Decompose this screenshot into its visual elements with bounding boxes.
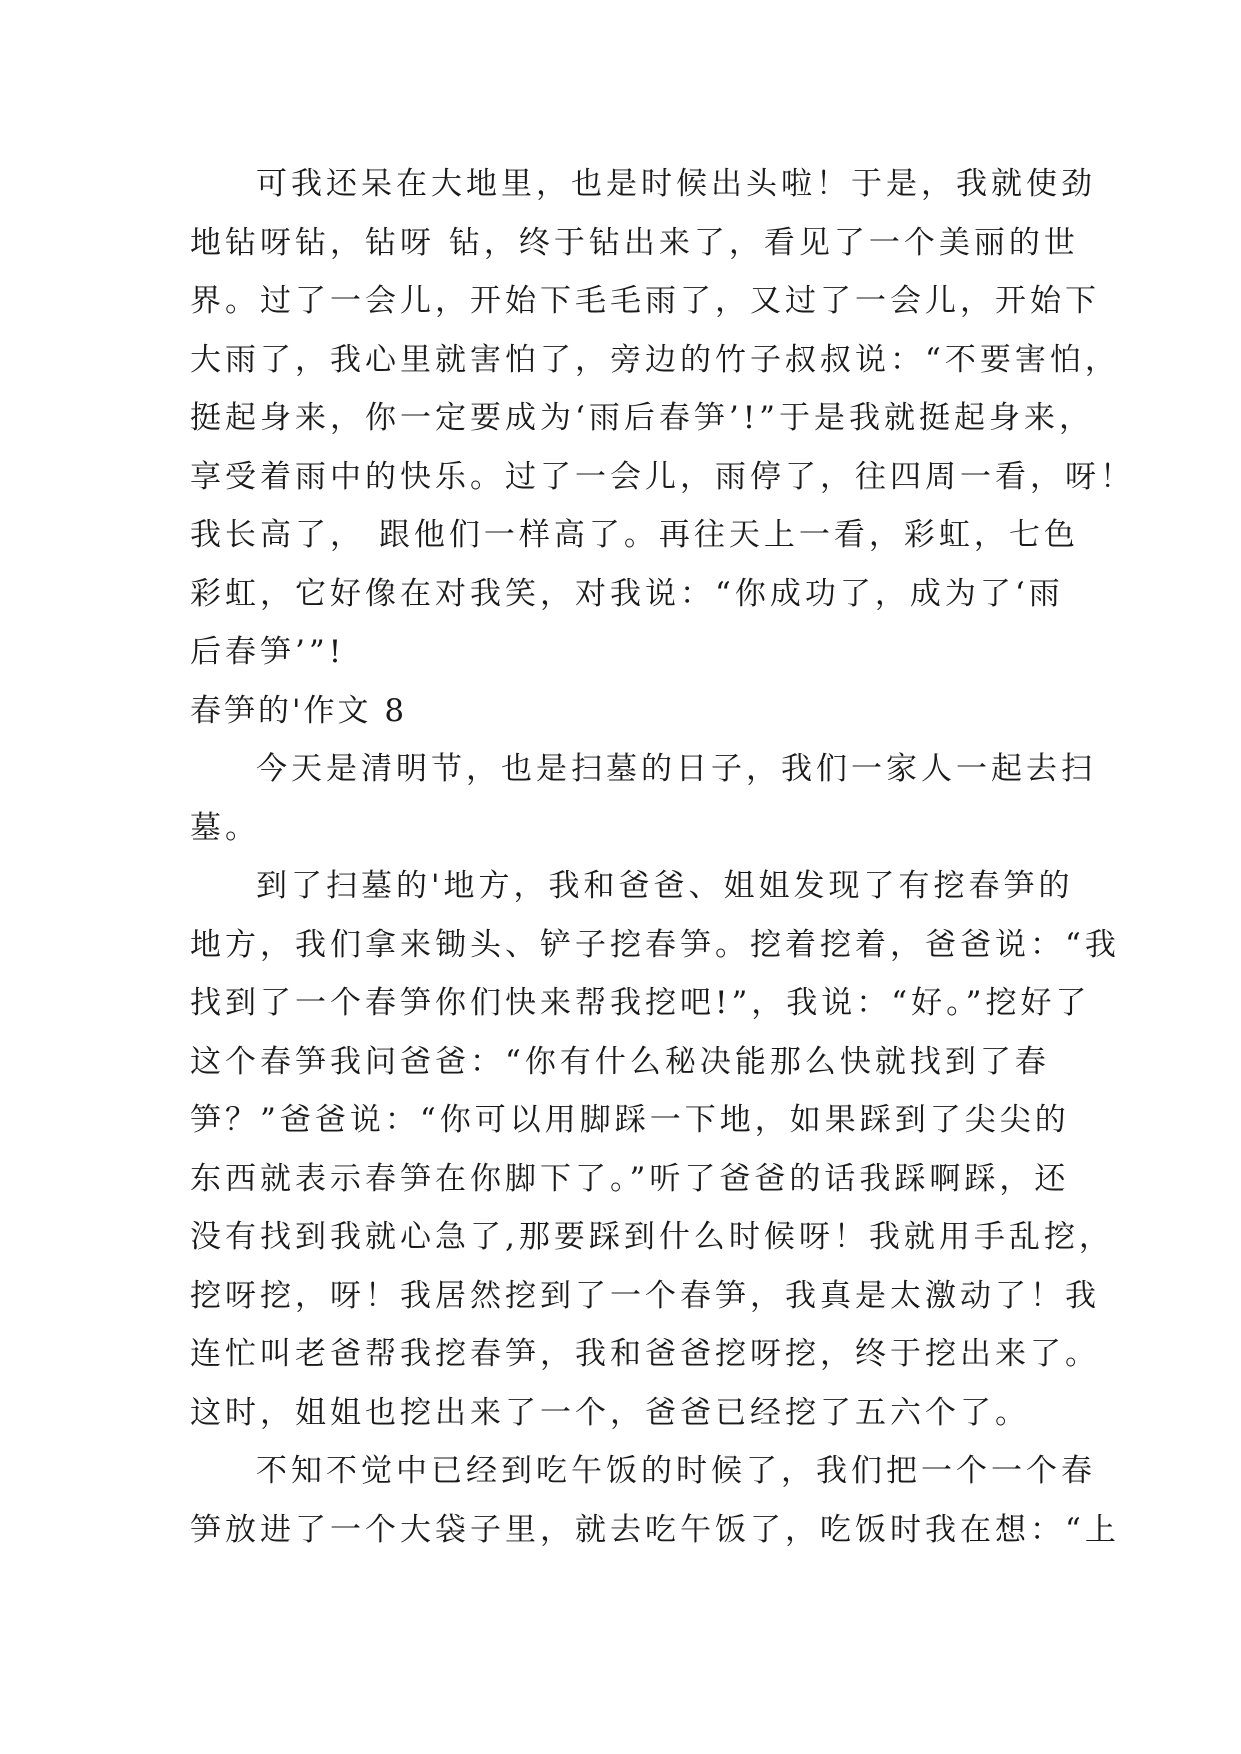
paragraph-3 <box>190 857 1120 1442</box>
paragraph-line: 可我还呆在大地里，也是时候出头啦！于是，我就使劲 <box>256 166 1096 202</box>
paragraph-line: 界。过了一会儿，开始下毛毛雨了，又过了一会儿，开始下 <box>190 283 1100 319</box>
paragraph-line: 找到了一个春笋你们快来帮我挖吧!”，我说：“好。”挖好了 <box>190 985 1091 1021</box>
paragraph-line: 不知不觉中已经到吃午饭的时候了，我们把一个一个春 <box>256 1453 1096 1489</box>
paragraph-line: 挺起身来，你一定要成为‘雨后春笋’!”于是我就挺起身来， <box>190 400 1095 436</box>
paragraph-line: 我长高了， 跟他们一样高了。再往天上一看，彩虹，七色 <box>190 517 1079 553</box>
paragraph-line: 挖呀挖，呀！我居然挖到了一个春笋，我真是太激动了！我 <box>190 1277 1100 1314</box>
paragraph-line: 后春笋’”! <box>190 634 346 670</box>
paragraph-line: 墓。 <box>190 809 260 846</box>
paragraph-line: 这个春笋我问爸爸：“你有什么秘决能那么快就找到了春 <box>190 1043 1050 1080</box>
paragraph-1 <box>190 155 1135 682</box>
paragraph-line: 到了扫墓的'地方，我和爸爸、姐姐发现了有挖春笋的 <box>256 868 1074 904</box>
paragraph-line: 享受着雨中的快乐。过了一会儿，雨停了，往四周一看，呀！ <box>190 458 1135 495</box>
paragraph-line: 没有找到我就心急了,那要踩到什么时候呀！我就用手乱挖， <box>190 1219 1114 1255</box>
paragraph-line: 连忙叫老爸帮我挖春笋，我和爸爸挖呀挖，终于挖出来了。 <box>190 1336 1100 1372</box>
paragraph-line: 这时，姐姐也挖出来了一个，爸爸已经挖了五六个了。 <box>190 1394 1030 1431</box>
paragraph-line: 地方，我们拿来锄头、铲子挖春笋。挖着挖着，爸爸说：“我 <box>190 926 1120 963</box>
essay-text <box>190 155 1135 1559</box>
paragraph-line: 笋放进了一个大袋子里，就去吃午饭了，吃饭时我在想：“上 <box>190 1511 1120 1548</box>
section-heading: 春笋的'作文 8 <box>190 692 408 729</box>
paragraph-line: 彩虹，它好像在对我笑，对我说：“你成功了，成为了‘雨 <box>190 575 1064 612</box>
paragraph-line: 笋？”爸爸说：“你可以用脚踩一下地，如果踩到了尖尖的 <box>190 1102 1070 1138</box>
paragraph-line: 东西就表示春笋在你脚下了。”听了爸爸的话我踩啊踩，还 <box>190 1160 1070 1197</box>
paragraph-2 <box>190 740 1096 857</box>
paragraph-line: 地钻呀钻，钻呀 钻，终于钻出来了，看见了一个美丽的世 <box>190 224 1079 261</box>
paragraph-4 <box>190 1442 1120 1559</box>
paragraph-line: 今天是清明节，也是扫墓的日子，我们一家人一起去扫 <box>256 751 1096 787</box>
paragraph-line: 大雨了，我心里就害怕了，旁边的竹子叔叔说：“不要害怕， <box>190 341 1120 378</box>
